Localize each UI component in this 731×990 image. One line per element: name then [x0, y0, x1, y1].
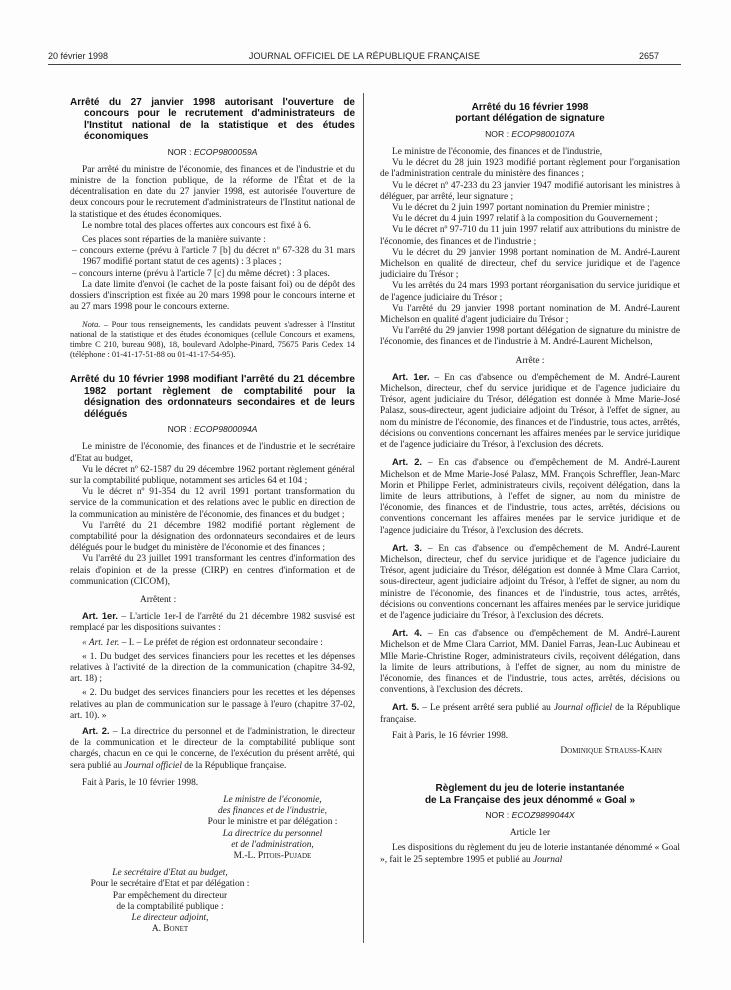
- header-rule: [48, 64, 681, 65]
- paragraph: Vu l'arrêté du 23 juillet 1991 transformant les centres d'information des relais d'opinion et de la presse (CIRP) en centres d'information et de communication (CICOM),: [70, 554, 355, 587]
- signature-line: La directrice du personnel: [222, 828, 323, 839]
- paragraph: Par arrêté du ministre de l'économie, des finances et de l'industrie et du ministre de la fonction publique, de la réforme de l'État et de la décentralisation en date du 27 janvier 1998, est autorisée l'ouverture de deux concours pour le recrutement d'administrateurs de l'Institut national de la statistique et des études économiques.: [70, 164, 355, 220]
- article-3: [380, 542, 680, 622]
- paragraph: Vu l'arrêté du 29 janvier 1998 portant nomination de M. André-Laurent Michelson en qualité d'agent judiciaire du Trésor ;: [380, 303, 680, 326]
- article-label: Art. 5.: [392, 701, 420, 713]
- nota-label: Nota.: [82, 320, 101, 330]
- header-title: JOURNAL OFFICIEL DE LA RÉPUBLIQUE FRANÇAISE: [248, 51, 481, 61]
- article-text: – La directrice du personnel et de l'administration, le directeur de la communication et le directeur de la comptabilité publique sont chargés, chacun en ce qui le concerne, de l'exécution du présent arrêté, qui sera publié au: [70, 726, 355, 771]
- reglement-loterie-goal: [380, 783, 680, 866]
- article-label: Art. 1er.: [82, 610, 118, 622]
- nor-label: NOR :: [485, 128, 509, 139]
- signatory-name: A. Bonet: [151, 924, 189, 935]
- paragraph: La date limite d'envoi (le cachet de la poste faisant foi) ou de dépôt des dossiers d'inscription est fixée au 20 mars 1998 pour le concours interne et au 27 mars 1998 pour le concours externe.: [70, 279, 355, 313]
- article-text: – Le présent arrêté sera publié au: [419, 703, 554, 714]
- signature-block-minister: [190, 795, 355, 862]
- nor-code: ECOP9800059A: [193, 146, 258, 157]
- signature-line: de la comptabilité publique :: [116, 901, 224, 912]
- journal-officiel-ref: Journal: [533, 854, 563, 865]
- article-text: – En cas d'absence ou d'empêchement de M. André-Laurent Michelson et de Mme Marie-José Palasz, MM. François Schreffler, Jean-Marc Morin et Philippe Ferlet, administrateurs civils, reçoivent délégation, dans la limite de leurs attributions, à l'effet de signer, au nom du ministre de l'économie, des finances et de l'industrie, tous actes, arrêtés, décisions ou conventions concernant les affaires menées par le service juridique et de l'agence judiciaire du Trésor, à l'exclusion des décrets.: [380, 458, 680, 536]
- paragraph: Vu le décret nº 91-354 du 12 avril 1991 portant transformation du service de la communication et des relations avec le public en direction de la communication au ministère de l'économie, des finances et du budget ;: [70, 487, 355, 520]
- list-item: – concours externe (prévu à l'article 7 [b] du décret nº 67-328 du 31 mars 1967 modifié portant statut de ces agents) : 3 places ;: [72, 246, 355, 268]
- article-2: [70, 725, 355, 772]
- signatory-name: M.-L. Pitois-Pujade: [233, 851, 312, 861]
- paragraph-text: Les dispositions du règlement du jeu de loterie instantanée dénommé « Goal », fait le 25 septembre 1995 et publié au: [380, 843, 680, 865]
- nor-reference: [70, 147, 355, 158]
- nor-reference: [70, 424, 355, 435]
- section-heading: Arrêté du 16 février 1998: [471, 102, 589, 113]
- section-heading: portant délégation de signature: [455, 113, 605, 125]
- paragraph: Vu le décret du 4 juin 1997 relatif à la composition du Gouvernement ;: [392, 214, 658, 225]
- paragraph: Vu l'arrêté du 29 janvier 1998 portant délégation de signature du ministre de l'économie, des finances et de l'industrie à M. André-Laurent Michelson,: [380, 326, 680, 348]
- left-column: [70, 97, 355, 935]
- article-text: de la République française.: [380, 703, 680, 725]
- article-4: [380, 627, 680, 696]
- journal-officiel-ref: Journal officiel: [553, 703, 613, 714]
- signature-line: des finances et de l'industrie,: [217, 806, 328, 817]
- signature-block-budget: [60, 868, 280, 935]
- paragraph: Le ministre de l'économie, des finances et de l'industrie,: [392, 147, 603, 158]
- paragraph: Vu le décret du 2 juin 1997 portant nomination du Premier ministre ;: [392, 203, 650, 214]
- paragraph: Vu les arrêtés du 24 mars 1993 portant réorganisation du service juridique et de l'agence judiciaire du Trésor ;: [380, 281, 680, 303]
- paragraph: Ces places sont réparties de la manière suivante :: [82, 235, 266, 246]
- article-text: – En cas d'absence ou d'empêchement de M. André-Laurent Michelson, directeur, chef du service juridique et de l'agence judiciaire du Trésor, agent judiciaire du Trésor, délégation est donnée à Mme Clara Carriot, sous-directeur, agent judiciaire adjoint du Trésor, à l'effet de signer, au nom du ministre de l'économie, des finances et de l'industrie, tous actes, arrêtés, décisions ou conventions concernant les affaires menées par le service juridique et de l'agence judiciaire du Trésor, à l'exclusion des décrets.: [380, 543, 680, 621]
- quote-paragraph: « 1. Du budget des services financiers pour les recettes et les dépenses relatives à l'activité de la direction de la communication (chapitre 34-92, art. 18) ;: [70, 651, 355, 685]
- nor-label: NOR :: [167, 424, 192, 435]
- article-text: – En cas d'absence ou d'empêchement de M. André-Laurent Michelson et de Mme Clara Carriot, MM. Daniel Farras, Jean-Luc Aubineau et Mlle Marie-Christine Roger, administrateurs civils, reçoivent délégation, dans la limite de leurs attributions, à l'effet de signer, au nom du ministre de l'économie, des finances et de l'industrie, tous actes, arrêtés, décisions ou conventions, à l'exclusion des décrets.: [380, 629, 680, 696]
- quote-text: – I. – Le préfet de région est ordonnateur secondaire :: [119, 637, 323, 648]
- signature-line: Pour le secrétaire d'Etat et par délégation :: [90, 879, 250, 890]
- nor-code: ECOP9800094A: [193, 424, 258, 435]
- article-2: [380, 456, 680, 536]
- right-column: [380, 102, 680, 866]
- signature-line: Par empêchement du directeur: [112, 890, 228, 901]
- fait-a-paris: Fait à Paris, le 10 février 1998.: [82, 777, 199, 788]
- signature-line: Le ministre de l'économie,: [223, 794, 322, 805]
- header-date: 20 février 1998: [48, 51, 109, 61]
- nor-reference: [380, 129, 680, 140]
- signatory-name: Dominique Strauss-Kahn: [560, 745, 662, 756]
- paragraph: Le nombre total des places offertes aux concours est fixé à 6.: [82, 220, 311, 231]
- article-label: Art. 2.: [392, 456, 423, 468]
- article-title: Article 1er: [509, 828, 551, 839]
- signature-line: et de l'administration,: [231, 839, 314, 850]
- nor-label: NOR :: [167, 146, 192, 157]
- paragraph: Le ministre de l'économie, des finances et de l'industrie et le secrétaire d'Etat au budget,: [70, 442, 355, 464]
- column-divider: [363, 93, 364, 943]
- places-list: [70, 246, 355, 280]
- article-label: Art. 1er.: [392, 370, 430, 382]
- article-5: [380, 701, 680, 725]
- arretent-label: Arrêtent :: [140, 594, 177, 605]
- article-text: de la République française.: [181, 760, 287, 771]
- signature-line: Le directeur adjoint,: [131, 913, 209, 924]
- nor-reference: [380, 810, 680, 821]
- section-heading: Arrêté du 27 janvier 1998 autorisant l'ouverture de concours pour le recrutement d'administrateurs de l'Institut national de la statistique et des études économiques: [70, 97, 355, 143]
- section-heading: Arrêté du 10 février 1998 modifiant l'arrêté du 21 décembre 1982 portant règlement de comptabilité pour la désignation des ordonnateurs secondaires et de leurs délégués: [70, 374, 355, 420]
- signature-line: Pour le ministre et par délégation :: [207, 817, 338, 828]
- article-1: [380, 371, 680, 451]
- page-number: 2657: [638, 51, 659, 61]
- page-header: [48, 50, 681, 64]
- list-item: – concours interne (prévu à l'article 7 [c] du même décret) : 3 places.: [72, 268, 330, 279]
- article-label: Art. 4.: [392, 627, 423, 639]
- paragraph: Vu le décret du 29 janvier 1998 portant nomination de M. André-Laurent Michelson en qualité de directeur, chef du service juridique et de l'agence judiciaire du Trésor ;: [380, 247, 680, 281]
- nota-text: – Pour tous renseignements, les candidats peuvent s'adresser à l'Institut national de la statistique et des études économiques (cellule Concours et examens, timbre C 210, bureau 908), 18, boulevard Adolphe-Pinard, 75675 Paris Cedex 14 (téléphone : 01-41-17-51-88 ou 01-41-17-54-95).: [70, 320, 355, 360]
- decree-delegation-signature: [380, 102, 680, 757]
- paragraph: Vu le décret nº 62-1587 du 29 décembre 1962 portant règlement général sur la comptabilité publique, notamment ses articles 64 et 104 ;: [70, 464, 355, 486]
- article-text: – En cas d'absence ou d'empêchement de M. André-Laurent Michelson, directeur, chef du service juridique et de l'agence judiciaire du Trésor, agent judiciaire du Trésor, délégation est donnée à Mme Marie-José Palasz, sous-directeur, agent judiciaire adjoint du Trésor, à l'effet de signer, au nom du ministre de l'économie, des finances et de l'industrie, tous actes, arrêtés, décisions ou conventions concernant les affaires menées par le service juridique et de l'agence judiciaire du Trésor, à l'exclusion des décrets.: [380, 372, 681, 451]
- signature-line: Le secrétaire d'Etat au budget,: [112, 868, 228, 879]
- decree-inse-concours: [70, 97, 355, 360]
- article-text: – L'article 1er-I de l'arrêté du 21 décembre 1982 susvisé est remplacé par les dispositions suivantes :: [70, 612, 355, 634]
- arrete-label: Arrête :: [515, 355, 545, 366]
- quote-label: « Art. 1er.: [82, 637, 120, 648]
- nor-label: NOR :: [485, 809, 510, 820]
- journal-officiel-ref: Journal officiel: [124, 760, 182, 771]
- paragraph: Vu le décret nº 97-710 du 11 juin 1997 relatif aux attributions du ministre de l'économie, des finances et de l'industrie ;: [380, 225, 680, 247]
- nor-code: ECOZ9899044X: [511, 809, 575, 820]
- article-1: [70, 610, 355, 634]
- paragraph: Vu l'arrêté du 21 décembre 1982 modifié portant règlement de comptabilité pour la désignation des ordonnateurs secondaires et de leurs délégués pour le budget du ministère de l'économie et des finances ;: [70, 520, 355, 554]
- quote-paragraph: « 2. Du budget des services financiers pour les recettes et les dépenses relatives au plan de communication sur le passage à l'euro (chapitre 37-02, art. 10). »: [70, 688, 355, 721]
- decree-ordonnateurs: [70, 374, 355, 935]
- paragraph: Vu le décret du 28 juin 1923 modifié portant règlement pour l'organisation de l'administration centrale du ministère des finances ;: [380, 158, 680, 180]
- section-heading: de La Française des jeux dénommé « Goal »: [424, 794, 636, 806]
- nor-code: ECOP9800107A: [511, 128, 575, 139]
- paragraph: Vu le décret nº 47-233 du 23 janvier 1947 modifié autorisant les ministres à déléguer, par arrêté, leur signature ;: [380, 180, 680, 202]
- nota-note: [70, 320, 355, 360]
- paragraph: [380, 843, 680, 865]
- article-label: Art. 3.: [392, 541, 423, 553]
- fait-a-paris: Fait à Paris, le 16 février 1998.: [392, 730, 509, 741]
- article-label: Art. 2.: [82, 724, 110, 736]
- section-heading: Règlement du jeu de loterie instantanée: [435, 783, 625, 795]
- quote-paragraph: [70, 638, 355, 649]
